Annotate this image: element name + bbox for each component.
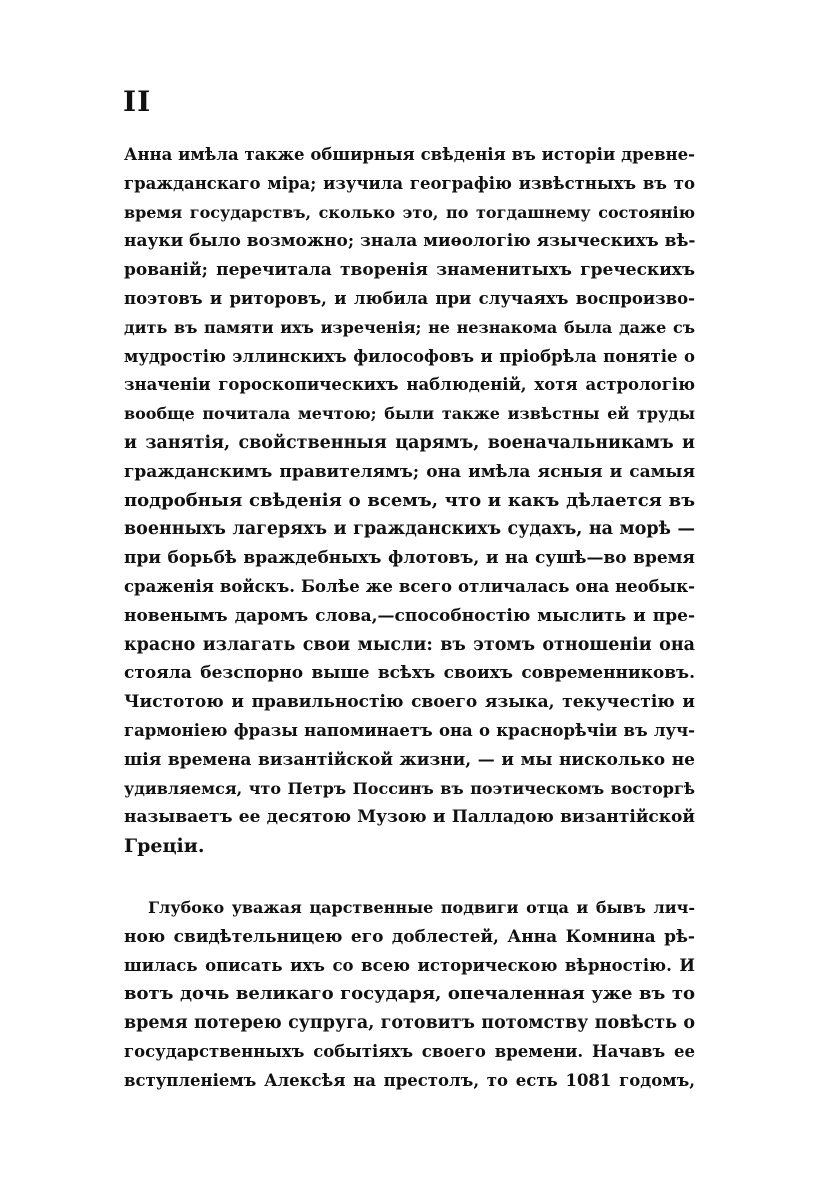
paragraph-1 xyxy=(124,141,695,861)
text-line: время потерею супруга, готовитъ потомству повѣсть о xyxy=(124,1013,695,1034)
text-line: стояла безспорно выше всѣхъ своихъ современниковъ. xyxy=(124,663,695,684)
text-line: рованій; перечитала творенія знаменитыхъ греческихъ xyxy=(124,260,695,281)
text-line: шія времена византійской жизни, — и мы нисколько не xyxy=(124,749,695,770)
text-line: гражданскимъ правителямъ; она имѣла ясныя и самыя xyxy=(124,461,695,482)
text-line: мудростію эллинскихъ философовъ и пріобрѣла понятіе о xyxy=(124,346,695,366)
text-line: красно излагать свои мысли: въ этомъ отношеніи она xyxy=(124,634,695,655)
text-line: гармоніею фразы напоминаетъ она о краснорѣчіи въ луч- xyxy=(124,720,695,740)
text-line: время государствъ, сколько это, по тогдашнему состоянію xyxy=(124,202,695,222)
text-line: ною свидѣтельницею его доблестей, Анна Комнина рѣ- xyxy=(124,926,695,947)
text-line: вообще почитала мечтою; были также извѣстны ей труды xyxy=(124,404,695,424)
text-line: дить въ памяти ихъ изреченія; не незнакома была даже съ xyxy=(124,317,695,337)
text-line: сраженія войскъ. Болѣе же всего отличалась она необык- xyxy=(124,576,695,596)
text-line: вступленіемъ Алексѣя на престолъ, то есть 1081 годомъ, xyxy=(124,1070,695,1090)
text-line: науки было возможно; знала миѳологію языческихъ вѣ- xyxy=(124,231,696,252)
text-line: Глубоко уважая царственные подвиги отца и бывъ лич- xyxy=(148,898,695,917)
text-line: и занятія, свойственныя царямъ, военачальникамъ и xyxy=(124,432,695,453)
text-line: гражданскаго міра; изучила географію извѣстныхъ въ то xyxy=(124,173,695,193)
paragraph-2 xyxy=(124,894,695,1096)
text-line: вотъ дочь великаго государя, опечаленная уже въ то xyxy=(124,983,695,1005)
text-line: Анна имѣла также обширныя свѣденія въ исторіи древне- xyxy=(124,145,695,164)
text-line: при борьбѣ враждебныхъ флотовъ, и на сушѣ—во время xyxy=(124,548,695,569)
text-line: подробныя свѣденія о всемъ, что и какъ дѣлается въ xyxy=(124,489,695,511)
text-line: поэтовъ и риторовъ, и любила при случаяхъ воспроизво- xyxy=(124,288,695,308)
text-line: Греціи. xyxy=(124,835,205,858)
text-line: новенымъ даромъ слова,—способностію мыслить и пре- xyxy=(124,605,695,626)
text-line: значеніи гороскопическихъ наблюденій, хотя астрологію xyxy=(124,375,695,395)
text-line: Чистотою и правильностію своего языка, текучестію и xyxy=(124,692,695,713)
text-line: удивляемся, что Петръ Поссинъ въ поэтическомъ восторгѣ xyxy=(124,778,695,798)
page-number: II xyxy=(123,85,152,118)
text-line: называетъ ее десятою Музою и Палладою византійской xyxy=(124,807,695,828)
text-line: военныхъ лагеряхъ и гражданскихъ судахъ, на морѣ — xyxy=(124,519,695,540)
text-line: шилась описать ихъ со всею историческою вѣрностію. И xyxy=(124,955,695,975)
text-line: государственныхъ событіяхъ своего времени. Начавъ ее xyxy=(124,1041,695,1061)
